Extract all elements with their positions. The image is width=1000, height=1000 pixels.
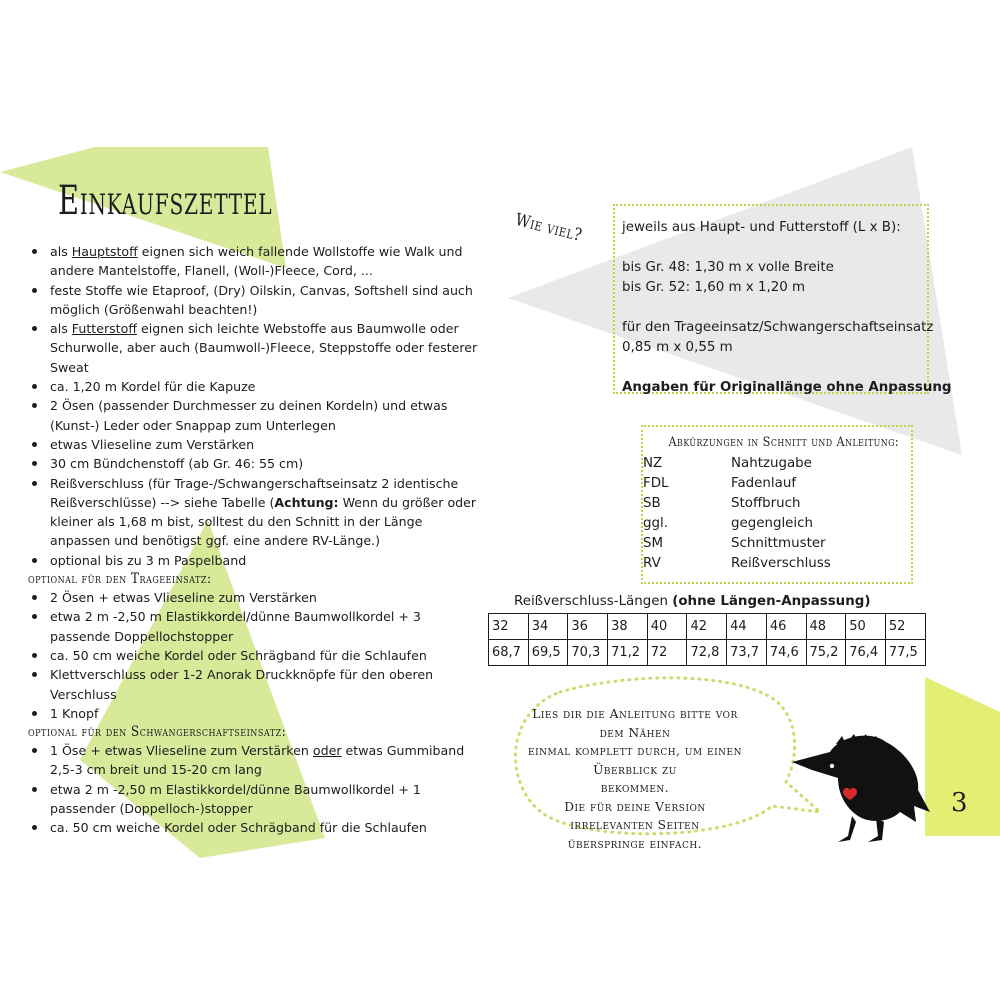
table-cell: 44 — [727, 614, 767, 640]
list-item: ca. 1,20 m Kordel für die Kapuze — [28, 377, 480, 396]
table-cell: 74,6 — [766, 640, 806, 666]
list-item: 1 Öse + etwas Vlieseline zum Verstärken oder etwas Gummiband 2,5-3 cm breit und 15-20 cm lang — [28, 741, 480, 780]
list-item: ca. 50 cm weiche Kordel oder Schrägband für die Schlaufen — [28, 646, 480, 665]
table-cell: 69,5 — [528, 640, 568, 666]
table-cell: 76,4 — [846, 640, 886, 666]
abbreviation-value: Reißverschluss — [731, 556, 831, 571]
list-item: 30 cm Bündchenstoff (ab Gr. 46: 55 cm) — [28, 454, 480, 473]
table-cell: 77,5 — [885, 640, 925, 666]
abbreviation-value: Fadenlauf — [731, 476, 797, 491]
table-cell: 71,2 — [608, 640, 648, 666]
table-cell: 36 — [568, 614, 608, 640]
wie-viel-heading: Wie viel? — [513, 210, 585, 246]
table-cell: 75,2 — [806, 640, 846, 666]
table-cell: 72,8 — [687, 640, 727, 666]
abbreviation-key: SM — [643, 536, 664, 551]
list-item: ca. 50 cm weiche Kordel oder Schrägband für die Schlaufen — [28, 818, 480, 837]
list-item: feste Stoffe wie Etaproof, (Dry) Oilskin, Canvas, Softshell sind auch möglich (Größenwahl beachten!) — [28, 281, 480, 320]
trage-section-label: optional für den Trageeinsatz: — [28, 571, 212, 588]
quantity-intro: jeweils aus Haupt- und Futterstoff (L x B): — [622, 220, 901, 235]
list-item: etwa 2 m -2,50 m Elastikkordel/dünne Baumwollkordel + 3 passende Doppellochstopper — [28, 607, 480, 646]
abbreviation-key: RV — [643, 556, 661, 571]
quantity-size48: bis Gr. 48: 1,30 m x volle Breite — [622, 260, 834, 275]
abbreviation-value: Nahtzugabe — [731, 456, 812, 471]
table-cell: 48 — [806, 614, 846, 640]
quantity-size52: bis Gr. 52: 1,60 m x 1,20 m — [622, 280, 806, 295]
abbreviation-value: Stoffbruch — [731, 496, 801, 511]
page-title: Einkaufszettel — [58, 178, 273, 224]
quantity-insert-label: für den Trageeinsatz/Schwangerschaftseinsatz — [622, 320, 934, 335]
abbreviation-key: NZ — [643, 456, 663, 471]
table-cell: 70,3 — [568, 640, 608, 666]
table-cell: 38 — [608, 614, 648, 640]
table-cell: 50 — [846, 614, 886, 640]
table-cell: 34 — [528, 614, 568, 640]
list-item: 1 Knopf — [28, 704, 480, 723]
quantity-insert-size: 0,85 m x 0,55 m — [622, 340, 733, 355]
abbreviation-value: gegengleich — [731, 516, 813, 531]
table-cell: 40 — [647, 614, 687, 640]
raven-icon — [792, 734, 930, 842]
abbreviation-value: Schnittmuster — [731, 536, 826, 551]
list-item: optional bis zu 3 m Paspelband — [28, 551, 480, 570]
abbreviation-key: SB — [643, 496, 661, 511]
list-item: Reißverschluss (für Trage-/Schwangerschaftseinsatz 2 identische Reißverschlüsse) --> siehe Tabelle (Achtung: Wenn du größer oder kleiner als 1,68 m bist, solltest du den Schnitt in der Länge anpassen und benötigst ggf. eine andere RV-Länge.) — [28, 474, 480, 551]
abbreviation-key: ggl. — [643, 516, 668, 531]
list-item: etwas Vlieseline zum Verstärken — [28, 435, 480, 454]
schwanger-section-label: optional für den Schwangerschaftseinsatz: — [28, 724, 287, 741]
abbreviations-title: Abkürzungen in Schnitt und Anleitung: — [668, 435, 900, 450]
table-cell: 42 — [687, 614, 727, 640]
table-cell: 32 — [489, 614, 529, 640]
zipper-table-title: Reißverschluss-Längen (ohne Längen-Anpassung) — [514, 594, 871, 609]
page-number: 3 — [951, 788, 968, 818]
table-cell: 52 — [885, 614, 925, 640]
list-item: als Futterstoff eignen sich leichte Webstoffe aus Baumwolle oder Schurwolle, aber auch (Baumwoll-)Fleece, Steppstoffe oder festerer Sweat — [28, 319, 480, 377]
table-cell: 72 — [647, 640, 687, 666]
list-item: Klettverschluss oder 1-2 Anorak Druckknöpfe für den oberen Verschluss — [28, 665, 480, 704]
list-item: etwa 2 m -2,50 m Elastikkordel/dünne Baumwollkordel + 1 passender (Doppelloch-)stopper — [28, 780, 480, 819]
table-cell: 73,7 — [727, 640, 767, 666]
table-cell: 68,7 — [489, 640, 529, 666]
quantity-note: Angaben für Originallänge ohne Anpassung — [622, 380, 952, 395]
abbreviation-key: FDL — [643, 476, 669, 491]
list-item: 2 Ösen + etwas Vlieseline zum Verstärken — [28, 588, 480, 607]
list-item: 2 Ösen (passender Durchmesser zu deinen Kordeln) und etwas (Kunst-) Leder oder Snappap zum Unterlegen — [28, 396, 480, 435]
speech-text: Lies dir die Anleitung bitte vor dem Nähen einmal komplett durch, um einen Überblick zu bekommen. Die für deine Version irrelevanten Seiten überspringe einfach. — [528, 707, 742, 851]
table-cell: 46 — [766, 614, 806, 640]
list-item: als Hauptstoff eignen sich weich fallende Wollstoffe wie Walk und andere Mantelstoffe, Flanell, (Woll-)Fleece, Cord, ... — [28, 242, 480, 281]
